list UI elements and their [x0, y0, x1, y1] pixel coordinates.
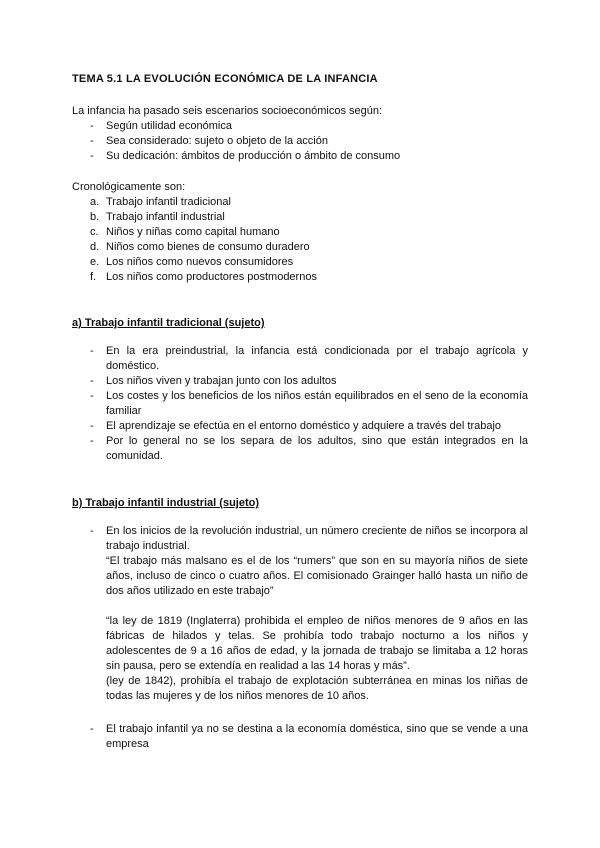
intro-list — [72, 119, 528, 164]
section-b-item1-text: En los inicios de la revolución industrial, un número creciente de niños se incorpora al trabajo industrial. — [106, 525, 528, 552]
intro-lead: La infancia ha pasado seis escenarios socioeconómicos según: — [72, 105, 383, 117]
section-b-body-2 — [72, 722, 528, 752]
section-a-body — [72, 344, 528, 464]
list-item: - El trabajo infantil ya no se destina a la economía doméstica, sino que se vende a una empresa — [90, 723, 528, 750]
chrono-lead: Cronológicamente son: — [72, 181, 186, 193]
section-b-body — [72, 524, 528, 704]
chrono-section — [72, 180, 528, 285]
list-item: d. Niños como bienes de consumo duradero — [90, 241, 310, 253]
list-item: - En la era preindustrial, la infancia está condicionada por el trabajo agrícola y doméstico. — [90, 345, 528, 372]
section-b-quote-1: “El trabajo más malsano es el de los “rumers” que son en su mayoría niños de siete años, incluso de cinco o cuatro años. El comisionado Grainger halló hasta un niño de dos años utilizado en este trabajo” — [106, 555, 528, 597]
document-title: TEMA 5.1 LA EVOLUCIÓN ECONÓMICA DE LA INFANCIA — [72, 73, 378, 85]
list-item: - En los inicios de la revolución industrial, un número creciente de niños se incorpora al trabajo industrial. “El trabajo más malsano es el de los “rumers” que son en su mayoría niños de siete años, incluso de cinco o cuatro años. El comisionado Grainger halló hasta un niño de dos años utilizado en este trabajo” “la ley de 1819 (Inglaterra) prohibida el empleo de niños menores de 9 años en las fábricas de hilados y telas. Se prohibía todo trabajo nocturno a los niños y adolescentes de 9 a 16 años de edad, y la jornada de trabajo se limitaba a 12 horas sin pausa, pero se extendía en realidad a las 14 horas y más”. (ley de 1842), prohibía el trabajo de explotación subterránea en minas los niñas de todas las mujeres y de los niños menores de 10 años. — [90, 525, 528, 702]
section-a-heading: a) Trabajo infantil tradicional (sujeto) — [72, 317, 265, 329]
list-item: - Los niños viven y trabajan junto con los adultos — [90, 375, 337, 387]
section-b-quote-3: (ley de 1842), prohibía el trabajo de explotación subterránea en minas los niñas de todas las mujeres y de los niños menores de 10 años. — [106, 675, 528, 702]
list-item: c. Niños y niñas como capital humano — [90, 226, 280, 238]
list-item: - El aprendizaje se efectúa en el entorno doméstico y adquiere a través del trabajo — [90, 420, 502, 432]
section-a-list — [72, 344, 528, 464]
list-item: - Sea considerado: sujeto o objeto de la acción — [90, 135, 328, 147]
section-b-list — [72, 524, 528, 704]
list-item: - Los costes y los beneficios de los niños están equilibrados en el seno de la economía familiar — [90, 390, 528, 417]
list-item: f. Los niños como productores postmodernos — [90, 271, 317, 283]
list-item: e. Los niños como nuevos consumidores — [90, 256, 294, 268]
chrono-list — [72, 195, 528, 285]
section-b-quote-2: “la ley de 1819 (Inglaterra) prohibida el empleo de niños menores de 9 años en las fábricas de hilados y telas. Se prohibía todo trabajo nocturno a los niños y adolescentes de 9 a 16 años de edad, y la jornada de trabajo se limitaba a 12 horas sin pausa, pero se extendía en realidad a las 14 horas y más”. — [106, 615, 528, 672]
list-item: - Su dedicación: ámbitos de producción o ámbito de consumo — [90, 150, 401, 162]
list-item: - Según utilidad económica — [90, 120, 232, 132]
list-item: - Por lo general no se los separa de los adultos, sino que están integrados en la comunidad. — [90, 435, 528, 462]
list-item: a. Trabajo infantil tradicional — [90, 196, 231, 208]
section-b-heading: b) Trabajo infantil industrial (sujeto) — [72, 497, 260, 509]
intro-section — [72, 104, 528, 164]
list-item: b. Trabajo infantil industrial — [90, 211, 225, 223]
